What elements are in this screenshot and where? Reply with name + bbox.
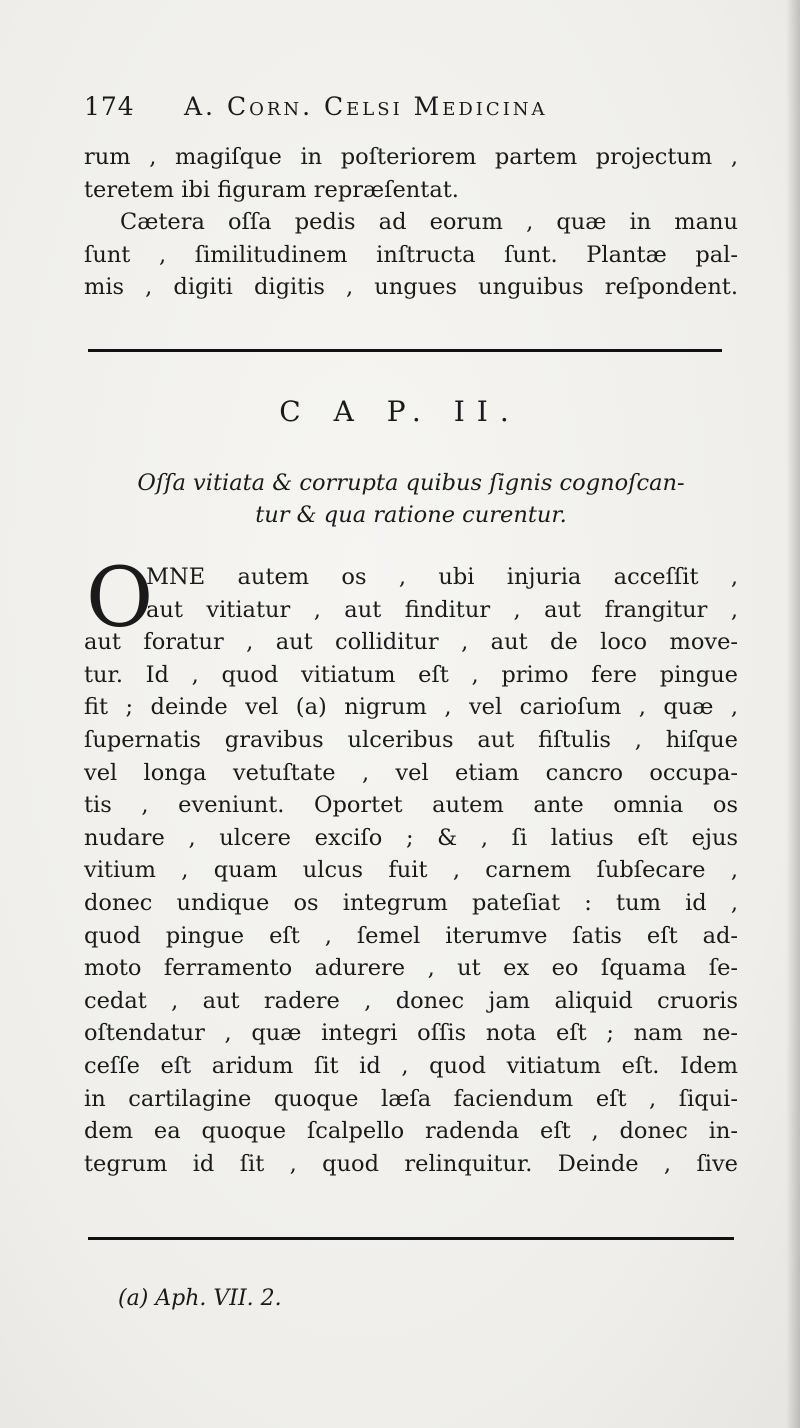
intro-paragraph	[84, 141, 738, 304]
drop-cap: O	[86, 551, 154, 646]
text-line: oſtendatur , quæ integri oſſis nota eſt ; nam ne-	[84, 1020, 738, 1047]
running-title: A. Corn. Celsi Medicina	[184, 92, 548, 121]
page-edge-shadow	[786, 0, 800, 1428]
text-line: dem ea quoque ſcalpello radenda eſt , donec in-	[84, 1118, 738, 1145]
text-line: aut foratur , aut colliditur , aut de loco move-	[84, 629, 738, 656]
subtitle-line: Oſſa vitiata & corrupta quibus ſignis cognoſcan-	[137, 470, 685, 496]
text-line: tis , eveniunt. Oportet autem ante omnia os	[84, 792, 738, 819]
text-line: MNE autem os , ubi injuria acceſſit ,	[146, 564, 738, 590]
chapter-subtitle	[84, 467, 738, 531]
text-line: Cætera oſſa pedis ad eorum , quæ in manu	[120, 209, 738, 236]
text-line: ſunt , ſimilitudinem inſtructa ſunt. Plantæ pal-	[84, 241, 738, 268]
footnote-divider	[88, 1237, 734, 1240]
text-line: fit ; deinde vel (a) nigrum , vel carioſum , quæ ,	[84, 694, 738, 721]
text-line: quod pingue eſt , ſemel iterumve ſatis eſt ad-	[84, 922, 738, 949]
subtitle-line: tur & qua ratione curentur.	[255, 502, 567, 528]
text-line: aut vitiatur , aut finditur , aut frangitur ,	[146, 596, 738, 623]
text-line: moto ferramento adurere , ut ex eo ſquama ſe-	[84, 955, 738, 982]
text-line: donec undique os integrum pateſiat : tum id ,	[84, 889, 738, 916]
text-line: teretem ibi figuram repræſentat.	[84, 176, 459, 203]
chapter-heading: C A P. II.	[279, 395, 521, 428]
text-line: cedat , aut radere , donec jam aliquid cruoris	[84, 987, 738, 1014]
text-line: ſupernatis gravibus ulceribus aut fiſtulis , hiſque	[84, 726, 738, 753]
text-line: nudare , ulcere exciſo ; & , ſi latius eſt ejus	[84, 824, 738, 851]
footnote: (a) Aph. VII. 2.	[118, 1286, 282, 1311]
text-line: ceſſe eſt aridum ſit id , quod vitiatum eſt. Idem	[84, 1052, 738, 1079]
text-line: mis , digiti digitis , ungues unguibus reſpondent.	[84, 274, 738, 301]
text-line: rum , magiſque in poſteriorem partem projectum ,	[84, 144, 738, 170]
body-paragraph	[84, 561, 738, 1180]
text-line: vitium , quam ulcus fuit , carnem ſubſecare ,	[84, 857, 738, 884]
text-line: vel longa vetuſtate , vel etiam cancro occupa-	[84, 759, 738, 786]
text-line: tur. Id , quod vitiatum eſt , primo fere pingue	[84, 661, 738, 688]
section-divider	[88, 349, 722, 352]
text-line: tegrum id ſit , quod relinquitur. Deinde , ſive	[84, 1150, 738, 1177]
page-header	[84, 92, 724, 128]
text-line: in cartilagine quoque læſa faciendum eſt , ſiqui-	[84, 1085, 738, 1112]
page-number: 174	[84, 92, 135, 121]
